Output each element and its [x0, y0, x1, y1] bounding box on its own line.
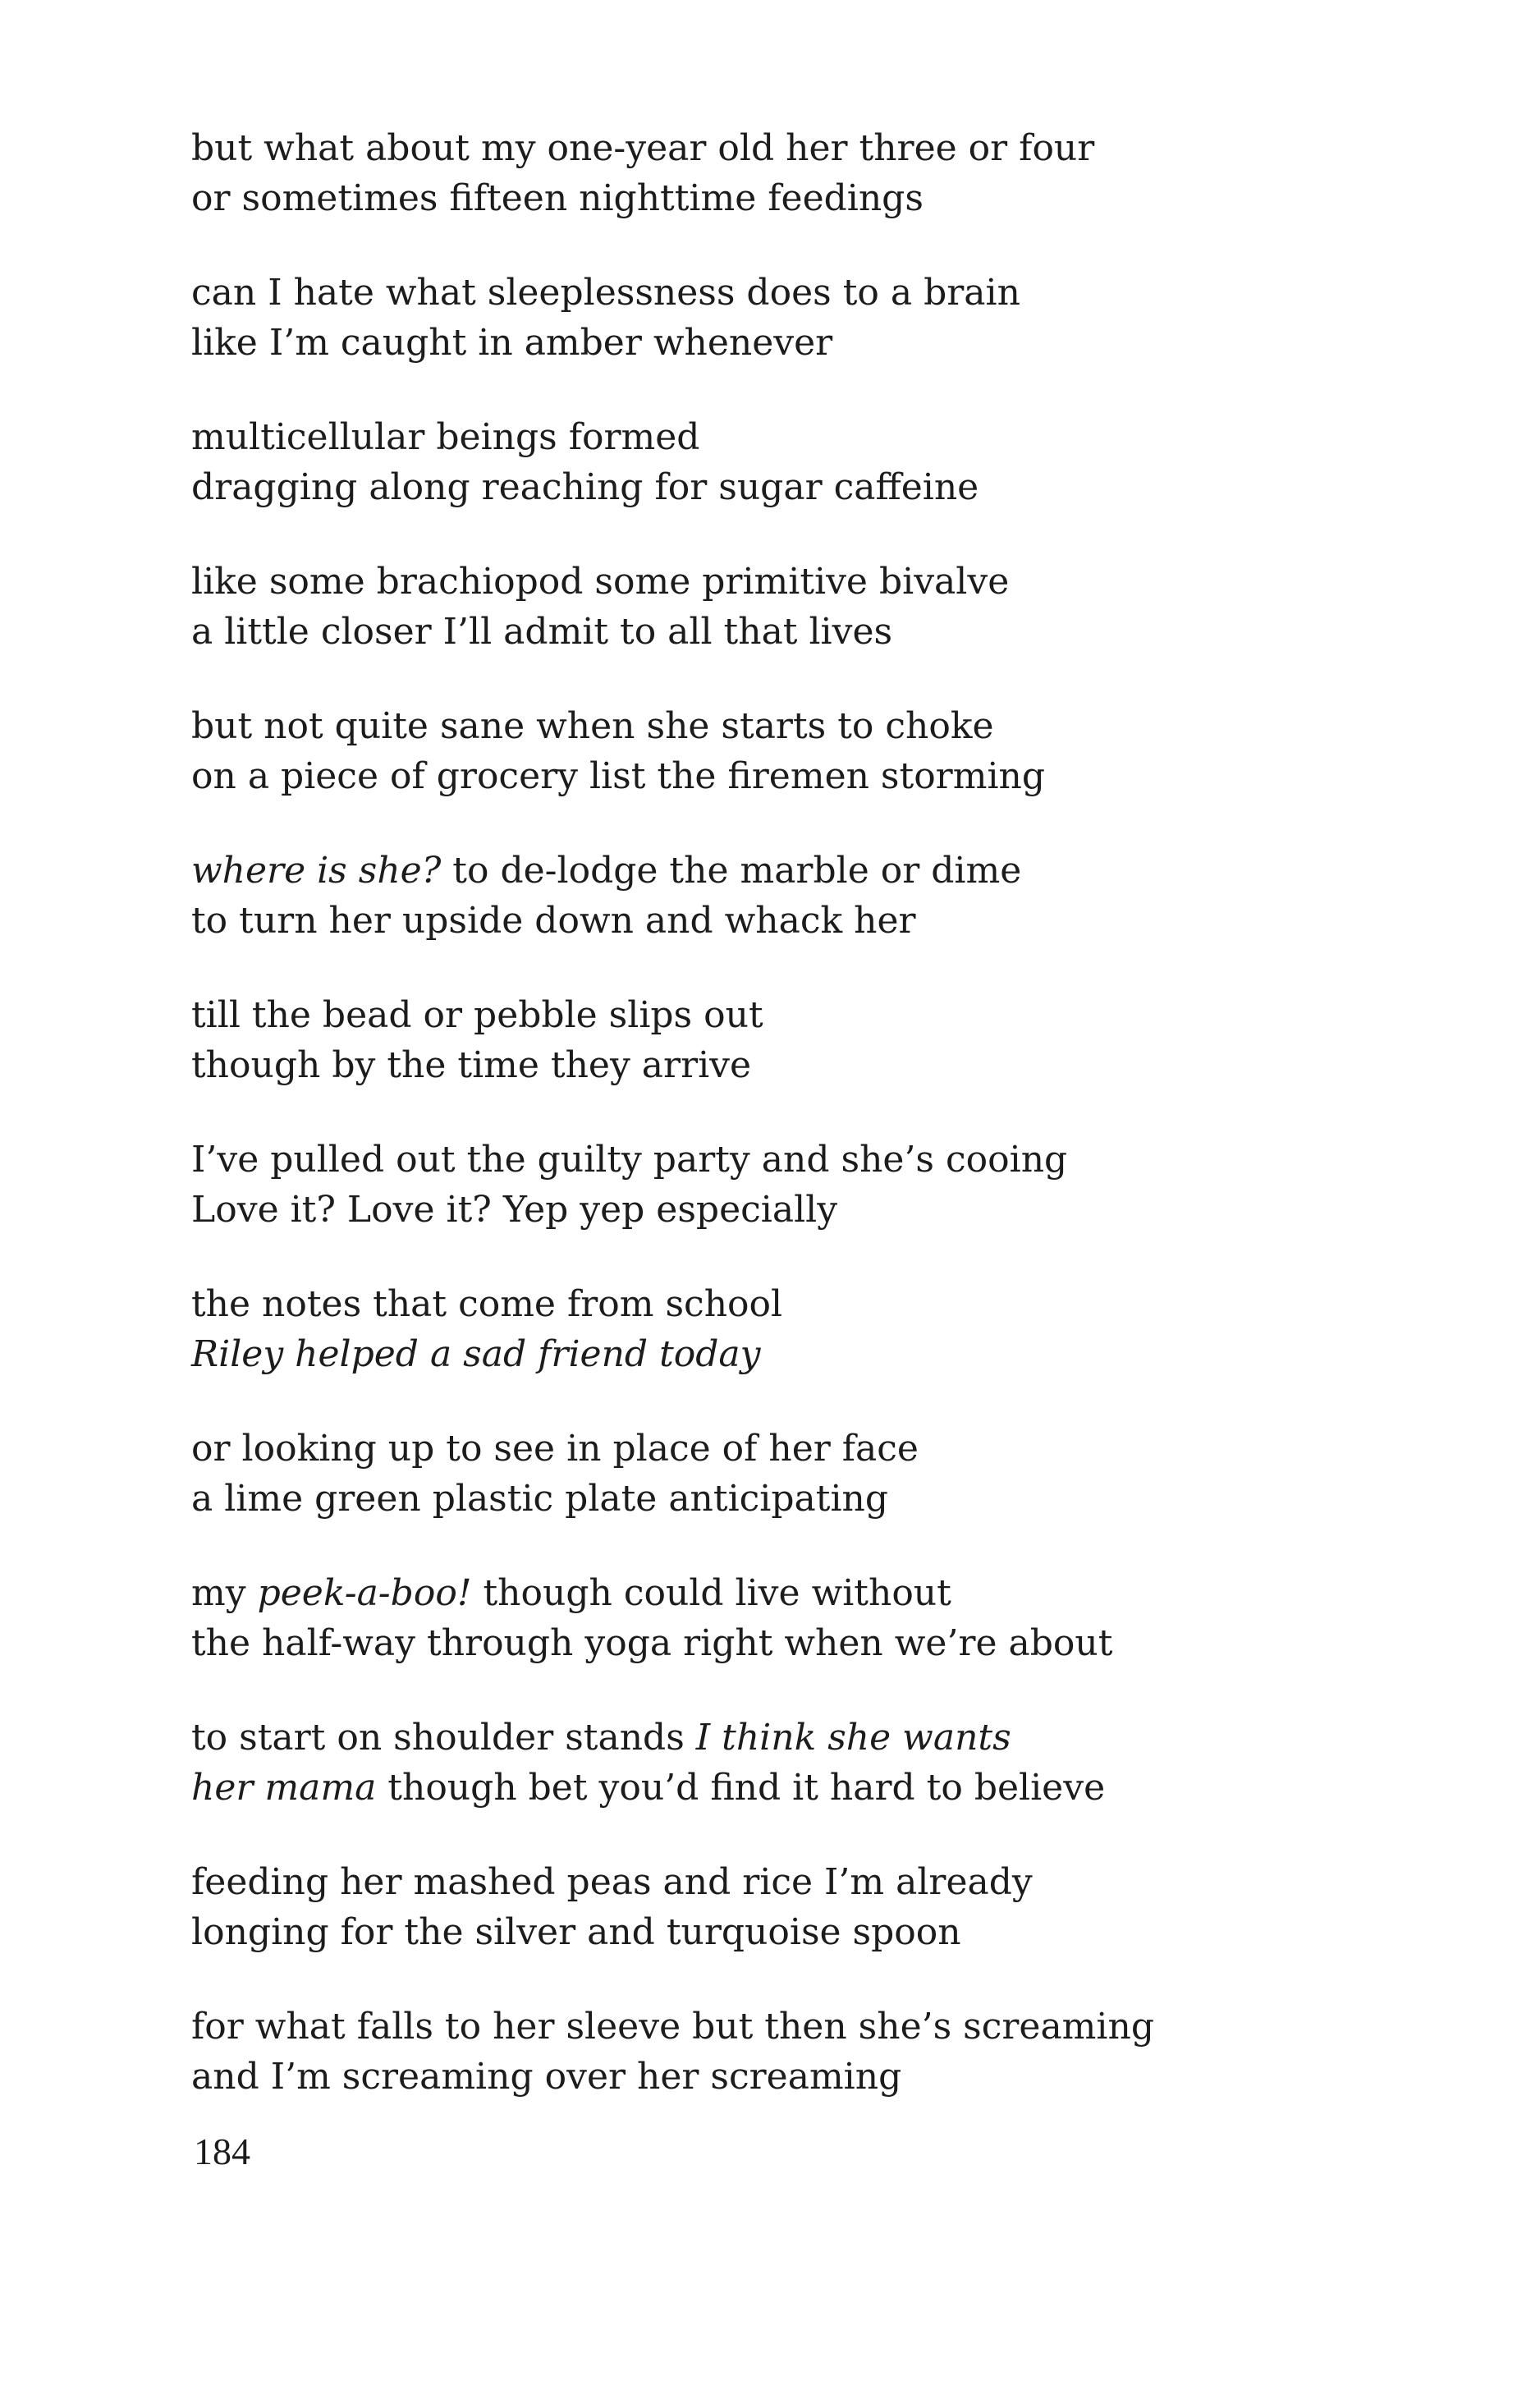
italic-text: peek-a-boo! [257, 1572, 472, 1614]
line-text: a lime green plastic plate anticipating [191, 1478, 889, 1520]
line-text: or looking up to see in place of her face [191, 1428, 919, 1470]
line-text: feeding her mashed peas and rice I’m already [191, 1861, 1033, 1903]
italic-text: I think she wants [695, 1717, 1011, 1759]
poem-line [191, 318, 1357, 368]
line-text: for what falls to her sleeve but then she’s screaming [191, 2006, 1154, 2048]
line-text: the notes that come from school [191, 1283, 783, 1325]
poem-line [191, 268, 1357, 318]
line-text: though by the time they arrive [191, 1044, 752, 1086]
line-text: and I’m screaming over her screaming [191, 2056, 902, 2098]
poem-line [191, 751, 1357, 801]
line-text: or sometimes fifteen nighttime feedings [191, 177, 924, 219]
line-text: but not quite sane when she starts to choke [191, 705, 994, 747]
line-text: multicellular beings formed [191, 416, 700, 458]
stanza [191, 1568, 1357, 1668]
line-text: but what about my one-year old her three or four [191, 127, 1095, 169]
stanza [191, 701, 1357, 801]
poem-line [191, 846, 1357, 896]
line-text: on a piece of grocery list the firemen storming [191, 755, 1046, 797]
stanza [191, 557, 1357, 657]
poem-line [191, 896, 1357, 946]
poem-line [191, 1907, 1357, 1957]
poem-line [191, 2002, 1357, 2052]
poem-line [191, 1424, 1357, 1474]
italic-text: her mama [191, 1767, 377, 1809]
line-text: dragging along reaching for sugar caffeine [191, 466, 979, 508]
stanza [191, 268, 1357, 368]
stanza [191, 990, 1357, 1090]
line-text: to turn her upside down and whack her [191, 900, 916, 942]
poem-line [191, 990, 1357, 1040]
line-text: though could live without [471, 1572, 951, 1614]
line-text: a little closer I’ll admit to all that lives [191, 611, 893, 653]
poem-line [191, 2052, 1357, 2102]
line-text: longing for the silver and turquoise spoon [191, 1911, 961, 1953]
poem-line [191, 123, 1357, 173]
poem-line [191, 1279, 1357, 1329]
poem-body [191, 123, 1357, 2146]
stanza [191, 1857, 1357, 1957]
poem-line [191, 607, 1357, 657]
page-number: 184 [194, 2130, 250, 2172]
stanza [191, 1135, 1357, 1235]
poem-line [191, 557, 1357, 607]
line-text: Love it? Love it? Yep yep especially [191, 1189, 838, 1231]
stanza [191, 1424, 1357, 1524]
poem-line [191, 1568, 1357, 1618]
stanza [191, 846, 1357, 946]
italic-text: where is she? [191, 850, 442, 892]
line-text: like some brachiopod some primitive bivalve [191, 561, 1010, 603]
poem-line [191, 1135, 1357, 1185]
poem-line [191, 1857, 1357, 1907]
poem-line [191, 1040, 1357, 1090]
stanza [191, 1713, 1357, 1813]
poem-line [191, 701, 1357, 751]
poem-line [191, 173, 1357, 223]
stanza [191, 2002, 1357, 2102]
line-text: like I’m caught in amber whenever [191, 322, 833, 364]
italic-text: Riley helped a sad friend today [191, 1333, 761, 1375]
line-text: my [191, 1572, 258, 1614]
poem-line [191, 1713, 1357, 1763]
poem-line [191, 1618, 1357, 1668]
poem-line [191, 1185, 1357, 1235]
stanza [191, 1279, 1357, 1379]
line-text: can I hate what sleeplessness does to a brain [191, 272, 1020, 314]
line-text: I’ve pulled out the guilty party and she’s cooing [191, 1139, 1068, 1181]
poem-line [191, 462, 1357, 512]
line-text: till the bead or pebble slips out [191, 994, 763, 1036]
line-text: to de-lodge the marble or dime [441, 850, 1022, 892]
poem-line [191, 1329, 1357, 1379]
line-text: though bet you’d find it hard to believe [376, 1767, 1106, 1809]
line-text: the half-way through yoga right when we’re about [191, 1622, 1113, 1664]
stanza [191, 123, 1357, 223]
stanza [191, 412, 1357, 512]
poem-line [191, 1763, 1357, 1813]
line-text: to start on shoulder stands [191, 1717, 696, 1759]
poem-line [191, 412, 1357, 462]
poem-line [191, 1474, 1357, 1524]
